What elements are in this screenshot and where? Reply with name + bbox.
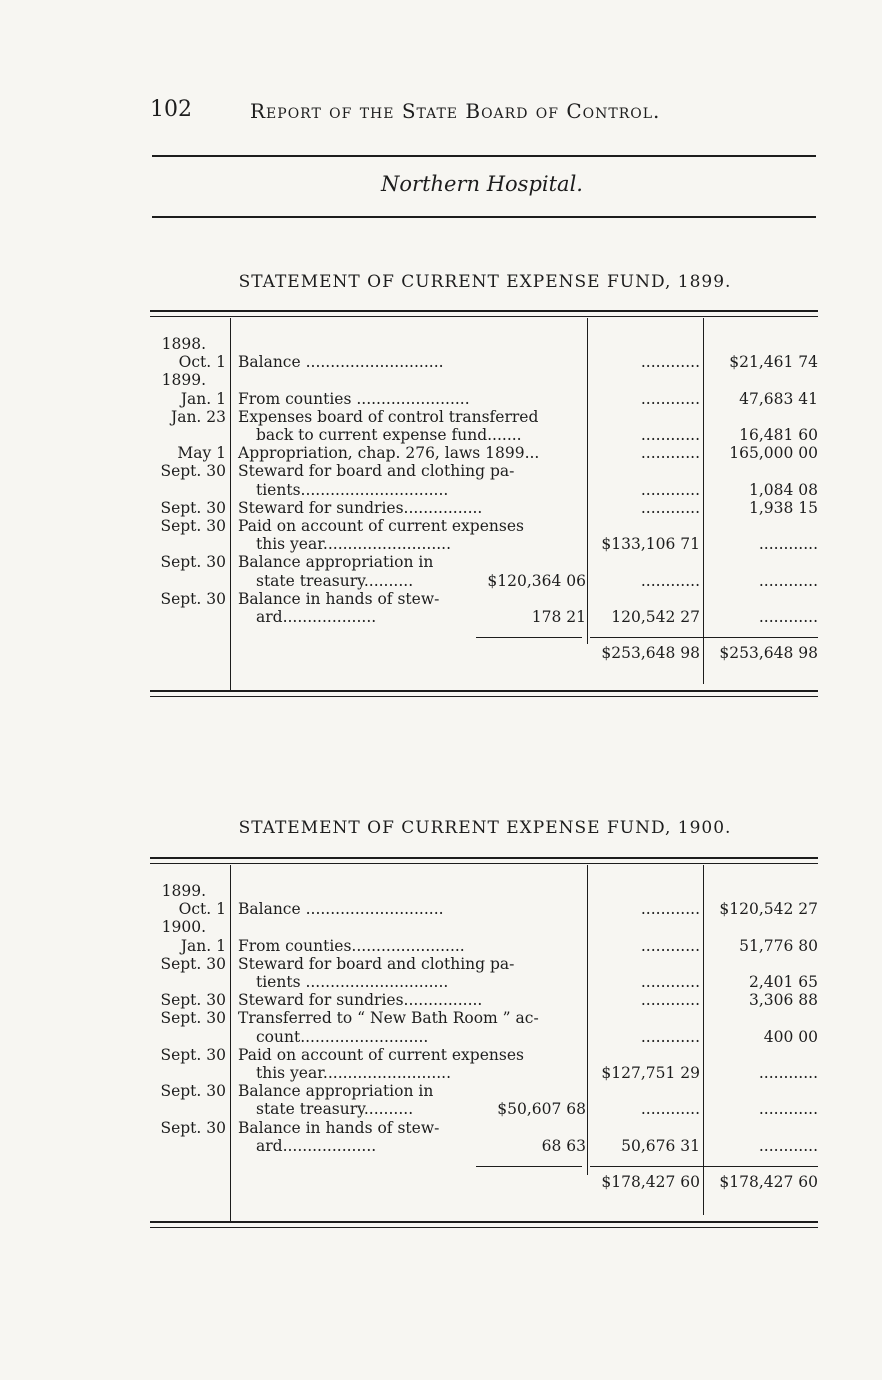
entry-date: Sept. 30 (160, 498, 226, 517)
entry-description-continued: back to current expense fund....... (256, 426, 522, 444)
page-header (150, 97, 820, 127)
subheading-rule (152, 216, 816, 218)
debit-amount: ............ (640, 426, 700, 444)
entry-date: Jan. 1 (180, 389, 226, 408)
entry-date: Sept. 30 (160, 1009, 226, 1028)
bottom-double-rule (150, 690, 818, 697)
column-divider (587, 865, 588, 1175)
entry-description: Steward for sundries................ (238, 991, 483, 1010)
debit-amount: 50,676 31 (621, 1136, 700, 1155)
entry-description: Steward for board and clothing pa- (238, 954, 515, 973)
sub-amount: $50,607 68 (497, 1100, 586, 1119)
credit-amount: $120,542 27 (719, 900, 818, 919)
credit-amount: ............ (758, 535, 818, 554)
column-divider (230, 865, 231, 1221)
section-subheading: Northern Hospital. (381, 172, 583, 196)
credit-amount: ............ (758, 608, 818, 626)
credit-amount: ............ (758, 1064, 818, 1082)
debit-amount: $178,427 60 (601, 1173, 700, 1192)
credit-amount: ............ (758, 1136, 818, 1155)
year-label: 1899. (161, 371, 206, 390)
debit-amount: ............ (640, 936, 700, 955)
entry-description-continued: this year.......................... (256, 1064, 452, 1082)
entry-description: Transferred to “ New Bath Room ” ac- (238, 1009, 539, 1028)
credit-amount: ............ (758, 571, 818, 590)
entry-date: Oct. 1 (178, 900, 226, 919)
entry-description: Appropriation, chap. 276, laws 1899... (238, 444, 540, 463)
entry-date: Sept. 30 (160, 1118, 226, 1137)
top-double-rule (150, 857, 818, 864)
entry-date: May 1 (177, 444, 226, 463)
sub-amount: $120,364 06 (487, 571, 586, 590)
ledger-table-1899 (150, 310, 818, 696)
entry-description: Expenses board of control transferred (238, 407, 539, 426)
debit-amount: ............ (640, 973, 700, 991)
entry-date: Sept. 30 (160, 1045, 226, 1064)
entry-description: Balance in hands of stew- (238, 589, 440, 608)
column-divider (587, 318, 588, 644)
entry-description-continued: tients ............................. (256, 973, 449, 991)
year-label: 1898. (161, 335, 206, 353)
year-label: 1899. (161, 882, 206, 900)
credit-amount: $21,461 74 (729, 353, 818, 372)
entry-date: Jan. 23 (170, 407, 226, 426)
page-number: 102 (150, 97, 192, 122)
debit-amount: $253,648 98 (601, 644, 700, 663)
statement-title-1900: STATEMENT OF CURRENT EXPENSE FUND, 1900. (238, 818, 732, 838)
entry-date: Sept. 30 (160, 517, 226, 535)
entry-date: Sept. 30 (160, 1082, 226, 1101)
entry-description: Balance appropriation in (238, 553, 434, 572)
column-divider (230, 318, 231, 690)
entry-date: Jan. 1 (180, 936, 226, 955)
credit-amount: 47,683 41 (739, 389, 818, 408)
credit-amount: 165,000 00 (729, 444, 818, 463)
debit-amount: ............ (640, 353, 700, 372)
entry-description: Balance ............................ (238, 900, 444, 919)
entry-description: Steward for board and clothing pa- (238, 462, 515, 481)
credit-amount: 51,776 80 (739, 936, 818, 955)
header-rule (152, 155, 816, 157)
bottom-double-rule (150, 1221, 818, 1228)
column-divider (703, 865, 704, 1215)
entry-description: From counties ....................... (238, 389, 470, 408)
entry-date: Oct. 1 (178, 353, 226, 372)
entry-date: Sept. 30 (160, 462, 226, 481)
credit-amount: $178,427 60 (719, 1173, 818, 1192)
entry-description: Steward for sundries................ (238, 498, 483, 517)
debit-amount: ............ (640, 571, 700, 590)
entry-date: Sept. 30 (160, 589, 226, 608)
top-double-rule (150, 310, 818, 317)
entry-description: From counties....................... (238, 936, 465, 955)
credit-amount: 1,938 15 (748, 498, 818, 517)
running-title: Report of the State Board of Control. (250, 99, 661, 123)
entry-description: Balance in hands of stew- (238, 1118, 440, 1137)
entry-description-continued: count.......................... (256, 1027, 429, 1046)
entry-description-continued: ard................... (256, 1136, 377, 1155)
year-label: 1900. (161, 918, 206, 937)
debit-amount: $127,751 29 (601, 1064, 700, 1082)
debit-amount: ............ (640, 444, 700, 463)
subtotal-rule (476, 637, 582, 638)
debit-amount: ............ (640, 480, 700, 499)
debit-amount: ............ (640, 1100, 700, 1119)
entry-date: Sept. 30 (160, 954, 226, 973)
credit-amount: $253,648 98 (719, 644, 818, 663)
credit-amount: 400 00 (763, 1027, 818, 1046)
credit-amount: 2,401 65 (748, 973, 818, 991)
debit-amount: ............ (640, 991, 700, 1010)
statement-title-1899: STATEMENT OF CURRENT EXPENSE FUND, 1899. (238, 272, 732, 292)
sub-amount: 178 21 (531, 608, 586, 626)
debit-amount: ............ (640, 1027, 700, 1046)
credit-amount: 1,084 08 (748, 480, 818, 499)
total-rule (590, 1166, 818, 1167)
debit-amount: ............ (640, 900, 700, 919)
debit-amount: ............ (640, 498, 700, 517)
credit-amount: ............ (758, 1100, 818, 1119)
debit-amount: $133,106 71 (601, 535, 700, 554)
debit-amount: ............ (640, 389, 700, 408)
entry-description: Paid on account of current expenses (238, 1045, 524, 1064)
entry-description-continued: ard................... (256, 608, 377, 626)
entry-description-continued: state treasury.......... (256, 571, 414, 590)
credit-amount: 3,306 88 (748, 991, 818, 1010)
sub-amount: 68 63 (541, 1136, 586, 1155)
ledger-table-1900 (150, 857, 818, 1227)
entry-date: Sept. 30 (160, 553, 226, 572)
entry-description-continued: state treasury.......... (256, 1100, 414, 1119)
entry-description-continued: tients.............................. (256, 480, 449, 499)
entry-description: Balance ............................ (238, 353, 444, 372)
total-rule (590, 637, 818, 638)
entry-description: Paid on account of current expenses (238, 517, 524, 535)
debit-amount: 120,542 27 (611, 608, 700, 626)
subtotal-rule (476, 1166, 582, 1167)
entry-description: Balance appropriation in (238, 1082, 434, 1101)
credit-amount: 16,481 60 (739, 426, 818, 444)
column-divider (703, 318, 704, 684)
entry-date: Sept. 30 (160, 991, 226, 1010)
entry-description-continued: this year.......................... (256, 535, 452, 554)
